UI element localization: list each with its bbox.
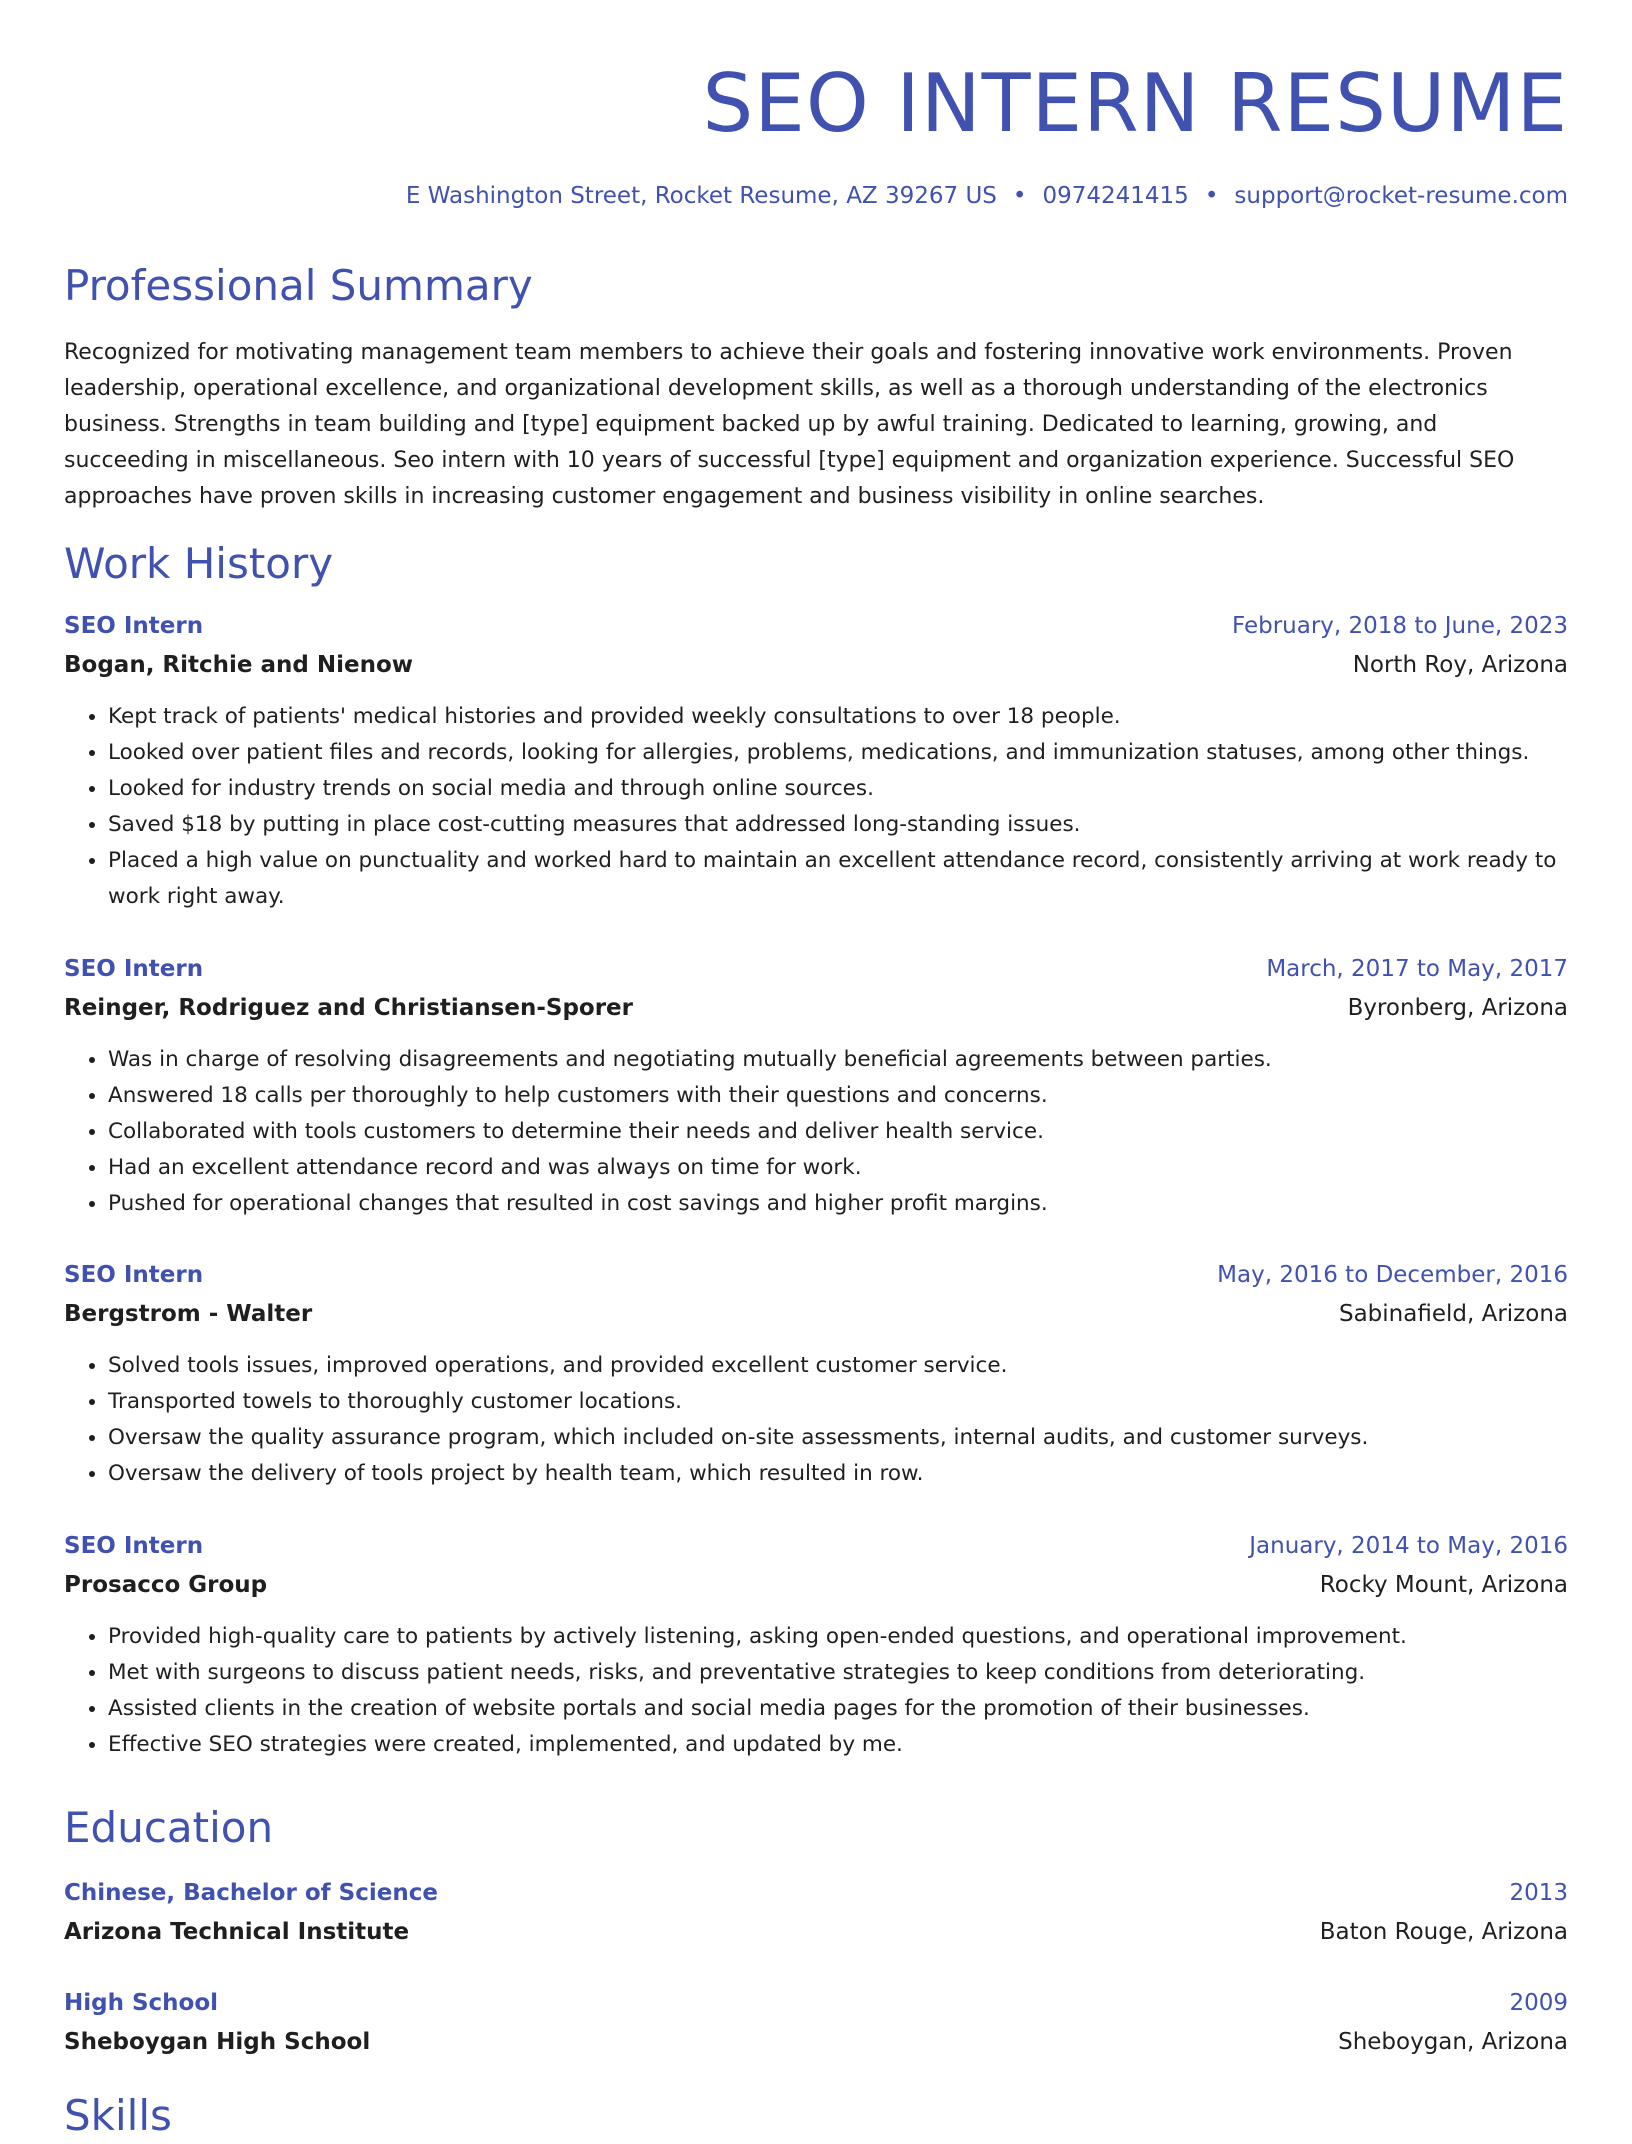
job-entry bbox=[64, 1259, 1568, 1492]
job-bullets bbox=[64, 1042, 1568, 1222]
job-bullets bbox=[64, 1619, 1568, 1763]
job-bullet: • Looked for industry trends on social media and through online sources. bbox=[108, 771, 1568, 807]
contact-phone: 0974241415 bbox=[1042, 183, 1189, 209]
job-dates: February, 2018 to June, 2023 bbox=[1231, 613, 1568, 639]
resume-title: SEO INTERN RESUME bbox=[702, 57, 1568, 150]
job-dates: May, 2016 to December, 2016 bbox=[1217, 1262, 1568, 1288]
contact-email[interactable]: support@rocket-resume.com bbox=[1234, 183, 1568, 209]
job-bullet: • Looked over patient files and records, looking for allergies, problems, medications, and immunization statuses, among other things. bbox=[108, 735, 1568, 771]
job-title: SEO Intern bbox=[64, 1262, 204, 1288]
work-history-heading: Work History bbox=[64, 539, 334, 588]
job-bullet: • Transported towels to thoroughly customer locations. bbox=[108, 1384, 1568, 1420]
job-company: Bergstrom - Walter bbox=[64, 1301, 313, 1327]
job-location: Rocky Mount, Arizona bbox=[1319, 1572, 1568, 1598]
contact-separator: • bbox=[1012, 183, 1027, 209]
job-dates: March, 2017 to May, 2017 bbox=[1266, 956, 1568, 982]
job-entry bbox=[64, 953, 1568, 1222]
job-title: SEO Intern bbox=[64, 1533, 204, 1559]
education-year: 2009 bbox=[1509, 1990, 1568, 2016]
job-dates: January, 2014 to May, 2016 bbox=[1249, 1533, 1568, 1559]
job-location: Sabinafield, Arizona bbox=[1338, 1301, 1568, 1327]
education-location: Sheboygan, Arizona bbox=[1338, 2029, 1568, 2055]
job-location: Byronberg, Arizona bbox=[1347, 995, 1568, 1021]
education-school: Arizona Technical Institute bbox=[64, 1919, 410, 1945]
job-entry bbox=[64, 610, 1568, 915]
contact-line bbox=[406, 180, 1568, 212]
summary-heading: Professional Summary bbox=[64, 261, 533, 310]
summary-text: Recognized for motivating management team members to achieve their goals and fostering innovative work environments. Proven leadership, operational excellence, and organizational development skills, as well as a thorough understanding of the electronics business. Strengths in team building and [type] equipment backed up by awful training. Dedicated to learning, growing, and succeeding in miscellaneous. Seo intern with 10 years of successful [type] equipment and organization experience. Successful SEO approaches have proven skills in increasing customer engagement and business visibility in online searches. bbox=[64, 340, 1515, 509]
education-heading: Education bbox=[64, 1803, 274, 1852]
job-bullet: • Oversaw the quality assurance program, which included on-site assessments, internal audits, and customer surveys. bbox=[108, 1420, 1568, 1456]
job-company: Reinger, Rodriguez and Christiansen-Sporer bbox=[64, 995, 634, 1021]
education-entry bbox=[64, 1877, 1568, 1948]
job-bullet: • Kept track of patients' medical histories and provided weekly consultations to over 18 people. bbox=[108, 699, 1568, 735]
job-bullet: • Assisted clients in the creation of website portals and social media pages for the promotion of their businesses. bbox=[108, 1691, 1568, 1727]
job-bullet: • Provided high-quality care to patients by actively listening, asking open-ended questions, and operational improvement. bbox=[108, 1619, 1568, 1655]
job-entry bbox=[64, 1530, 1568, 1763]
contact-separator: • bbox=[1204, 183, 1219, 209]
job-bullet: • Was in charge of resolving disagreements and negotiating mutually beneficial agreements between parties. bbox=[108, 1042, 1568, 1078]
education-entry bbox=[64, 1987, 1568, 2058]
contact-address: E Washington Street, Rocket Resume, AZ 39267 US bbox=[405, 183, 997, 209]
education-school: Sheboygan High School bbox=[64, 2029, 371, 2055]
job-company: Bogan, Ritchie and Nienow bbox=[64, 652, 414, 678]
job-bullet: • Pushed for operational changes that resulted in cost savings and higher profit margins. bbox=[108, 1186, 1568, 1222]
job-bullet: • Placed a high value on punctuality and worked hard to maintain an excellent attendance record, consistently arriving at work ready to work right away. bbox=[108, 843, 1568, 915]
job-title: SEO Intern bbox=[64, 956, 204, 982]
job-bullet: • Met with surgeons to discuss patient needs, risks, and preventative strategies to keep conditions from deteriorating. bbox=[108, 1655, 1568, 1691]
job-title: SEO Intern bbox=[64, 613, 204, 639]
job-bullets bbox=[64, 1348, 1568, 1492]
job-bullet: • Solved tools issues, improved operations, and provided excellent customer service. bbox=[108, 1348, 1568, 1384]
job-bullet: • Effective SEO strategies were created, implemented, and updated by me. bbox=[108, 1727, 1568, 1763]
job-bullet: • Answered 18 calls per thoroughly to help customers with their questions and concerns. bbox=[108, 1078, 1568, 1114]
job-bullet: • Collaborated with tools customers to determine their needs and deliver health service. bbox=[108, 1114, 1568, 1150]
education-location: Baton Rouge, Arizona bbox=[1319, 1919, 1568, 1945]
education-degree: Chinese, Bachelor of Science bbox=[64, 1880, 438, 1906]
skills-heading: Skills bbox=[64, 2091, 172, 2140]
job-bullet: • Oversaw the delivery of tools project by health team, which resulted in row. bbox=[108, 1456, 1568, 1492]
education-year: 2013 bbox=[1509, 1880, 1568, 1906]
job-company: Prosacco Group bbox=[64, 1572, 268, 1598]
education-degree: High School bbox=[64, 1990, 219, 2016]
job-bullet: • Had an excellent attendance record and was always on time for work. bbox=[108, 1150, 1568, 1186]
job-bullets bbox=[64, 699, 1568, 915]
job-location: North Roy, Arizona bbox=[1352, 652, 1568, 678]
job-bullet: • Saved $18 by putting in place cost-cutting measures that addressed long-standing issues. bbox=[108, 807, 1568, 843]
